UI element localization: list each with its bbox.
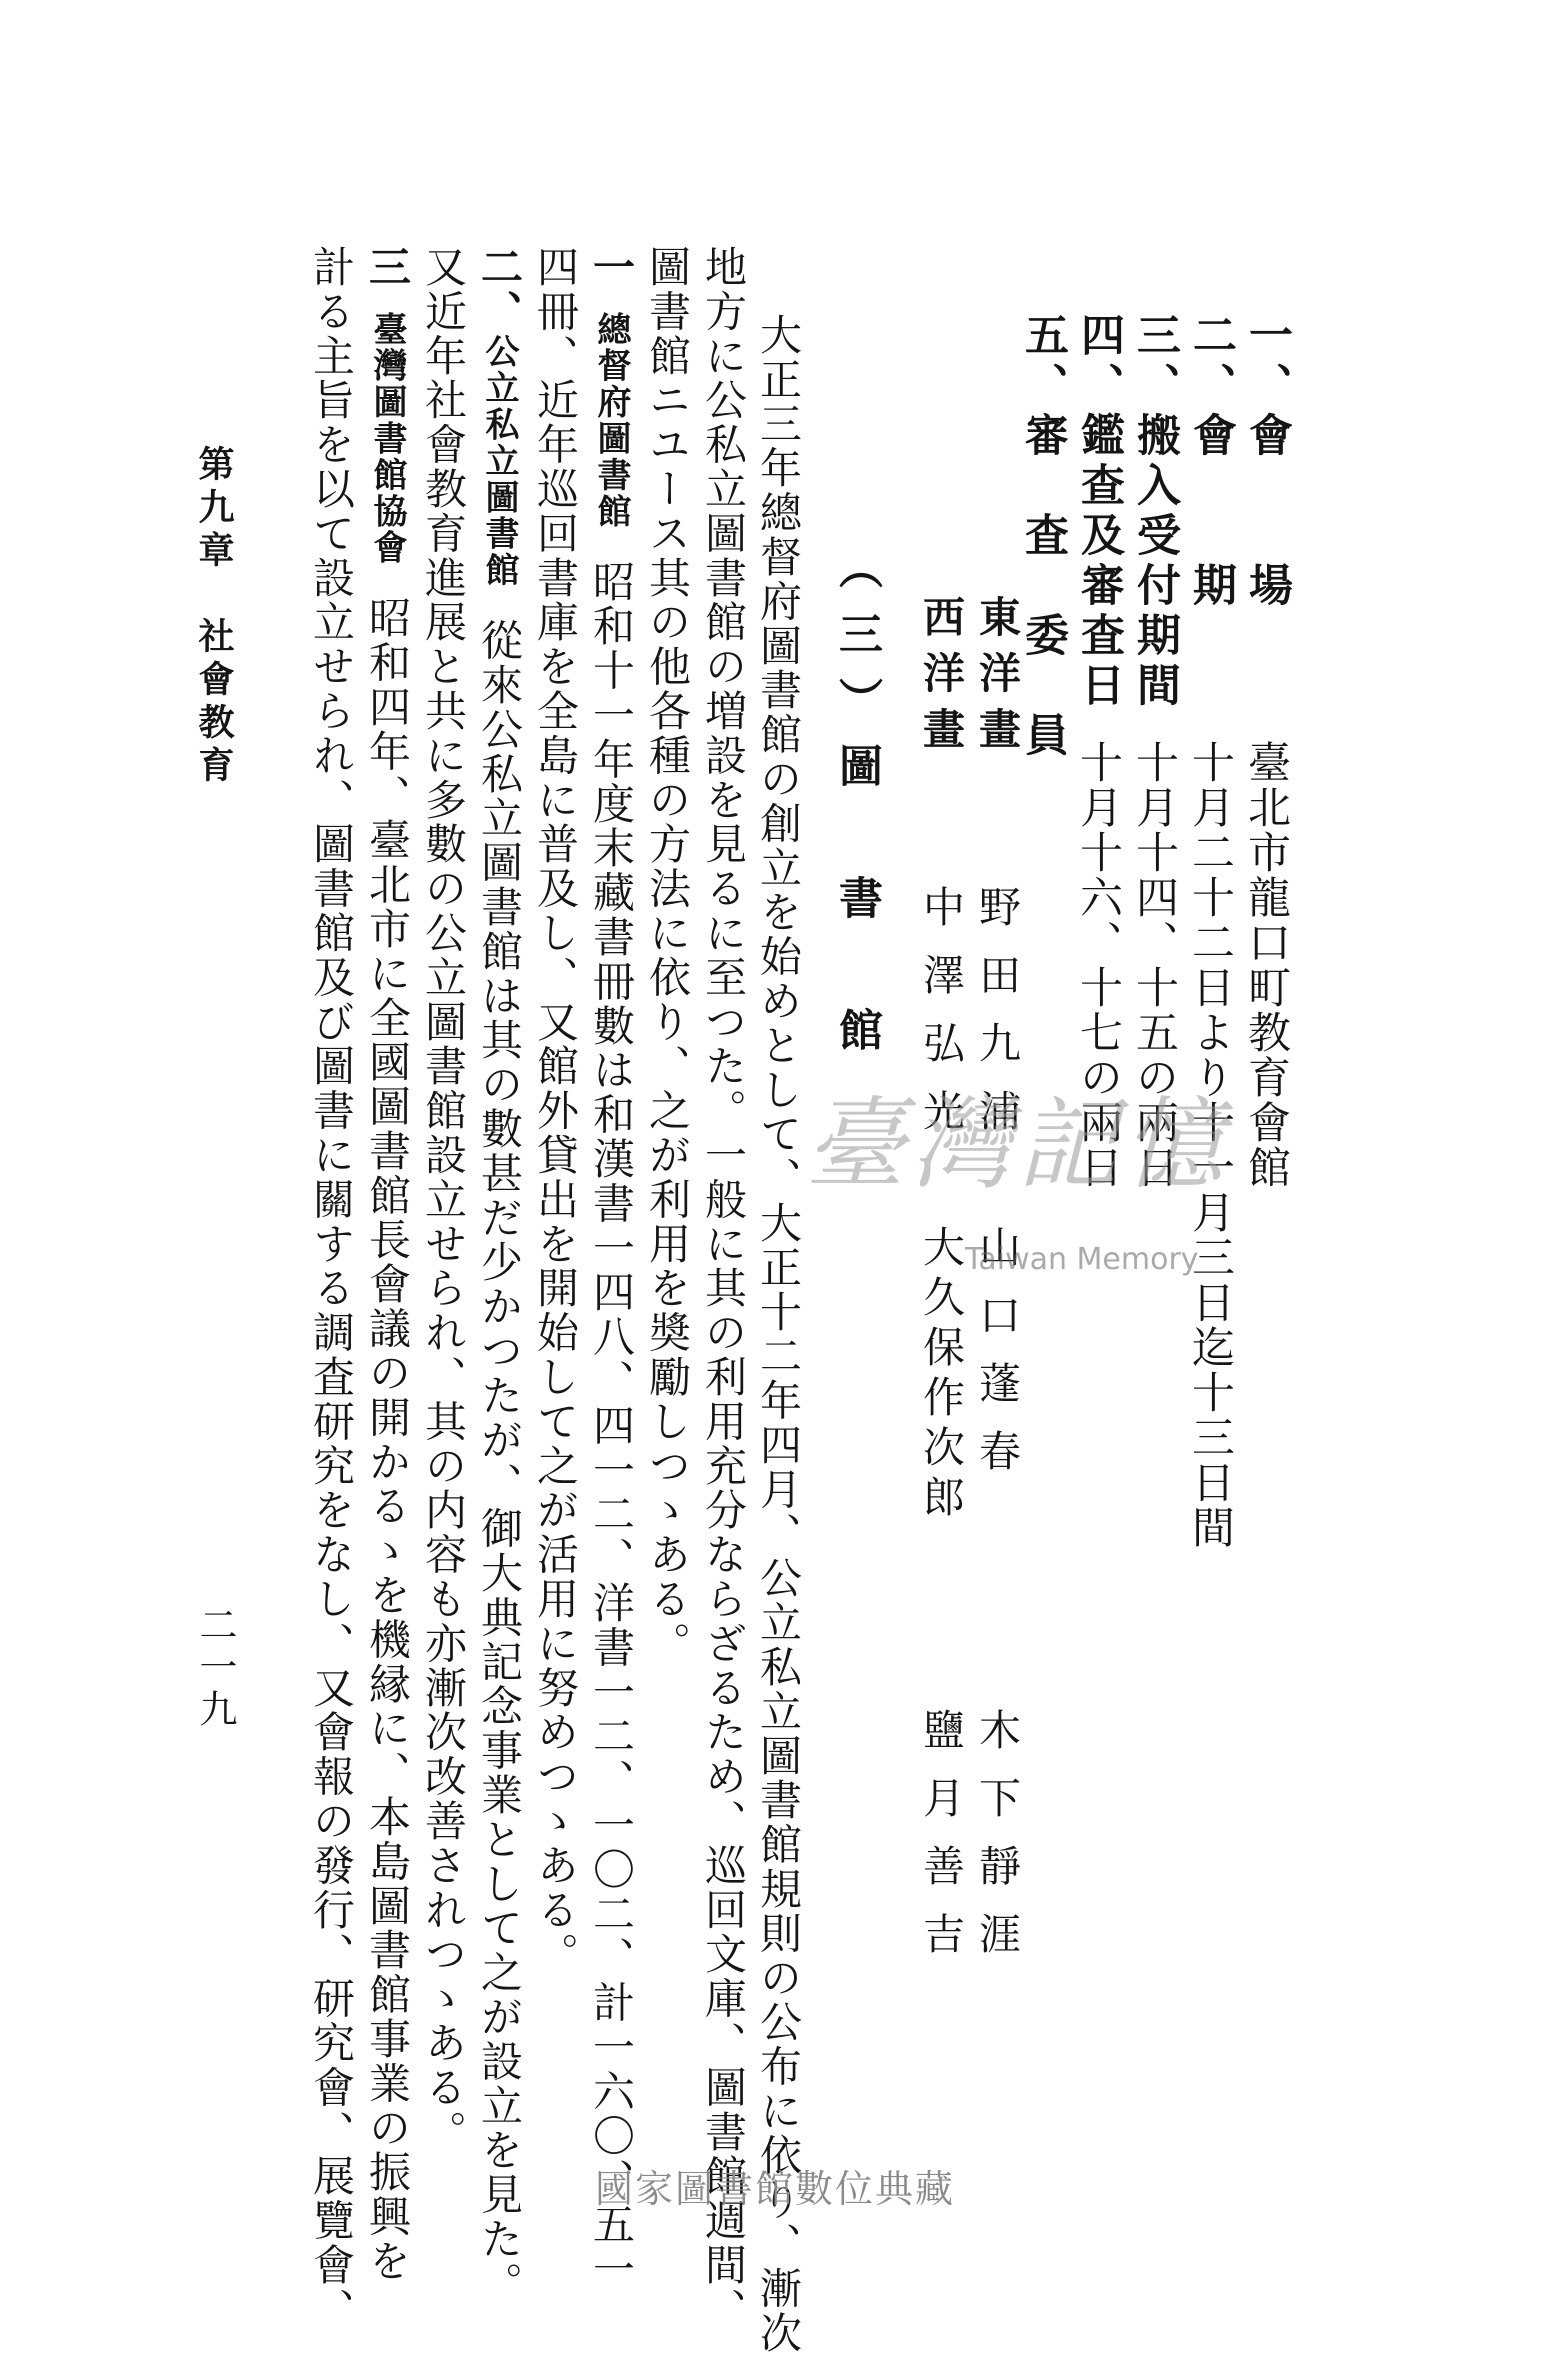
watermark xyxy=(805,1086,1245,1295)
judge-name: 山口蓬春 xyxy=(973,1225,1022,1497)
list-item-label: 會 場 xyxy=(1241,412,1292,612)
list-item-review-value: 十月十六、十七の兩日 xyxy=(1073,740,1123,1190)
paragraph-line: 又近年社會教育進展と共に多數の公立圖書館設立せられ、其の内容も亦漸次改善されつゝある。 xyxy=(419,245,468,2155)
list-item-label: 鑑查及審査日 xyxy=(1073,412,1124,712)
item-number: 二、 xyxy=(475,245,524,334)
item-heading: 臺灣圖書館協會 xyxy=(367,311,407,567)
list-item-venue-value: 臺北市龍口町教育會館 xyxy=(1241,740,1291,1190)
list-item-label: 審 査 委 員 xyxy=(1017,412,1068,762)
list-item-number: 一、 xyxy=(1241,312,1292,412)
judge-name: 木下靜涯 xyxy=(973,1708,1022,1980)
list-item-judges xyxy=(1017,312,1068,762)
list-item-period xyxy=(1185,312,1236,612)
paragraph-line: 四冊、近年巡回書庫を全島に普及し、又館外貸出を開始して之が活用に努めつゝある。 xyxy=(531,245,580,1977)
watermark-logo-text: 臺灣記憶 xyxy=(805,1086,1229,1203)
judge-name: 中澤弘光 xyxy=(917,885,966,1157)
paragraph-line: 圖書館ニユース其の他各種の方法に依り、之が利用を奬勵しつゝある。 xyxy=(643,245,692,1666)
list-item-number: 二、 xyxy=(1185,312,1236,412)
list-item-number: 五、 xyxy=(1017,312,1068,412)
section-heading xyxy=(831,545,882,1073)
list-item-period-value: 十月二十二日より十一月三日迄十三日間 xyxy=(1185,740,1235,1550)
list-item-number: 四、 xyxy=(1073,312,1124,412)
judge-name: 大久保作次郎 xyxy=(917,1225,966,1525)
judge-name: 鹽月善吉 xyxy=(917,1708,966,1980)
list-item-number: 三、 xyxy=(1129,312,1180,412)
section-marker: （三） xyxy=(831,545,882,743)
footer-archive-label: 國家圖書館數位典藏 xyxy=(594,2167,955,2211)
judge-category-western: 西洋畫 xyxy=(917,595,966,763)
judge-name: 野田九浦 xyxy=(973,885,1022,1157)
list-item-venue xyxy=(1241,312,1292,612)
section-title: 圖 書 館 xyxy=(831,743,882,1073)
list-item-intake-value: 十月十四、十五の兩日 xyxy=(1129,740,1179,1190)
paragraph-line: 大正三年總督府圖書館の創立を始めとして、大正十二年四月、公立私立圖書館規則の公布に依り、漸次 xyxy=(754,313,803,2355)
item-number: 一 xyxy=(587,245,636,290)
judge-category-eastern: 東洋畫 xyxy=(973,595,1022,763)
item-heading: 總督府圖書館 xyxy=(591,311,631,530)
item-heading: 公立私立圖書館 xyxy=(479,333,519,589)
paragraph-line: 三臺灣圖書館協會昭和四年、臺北市に全國圖書館長會議の開かるゝを機縁に、本島圖書館事業の振興を xyxy=(363,245,412,2284)
paragraph-line: 地方に公私立圖書館の増設を見るに至つた。一般に其の利用充分ならざるため、巡回文庫、圖書館週間、 xyxy=(699,245,748,2332)
running-head-chapter: 第九章 社會教育 xyxy=(193,445,235,789)
list-item-intake xyxy=(1129,312,1180,712)
watermark-caption: Taiwan Memory xyxy=(965,1242,1199,1277)
page-number: 二一九 xyxy=(193,1605,237,1731)
item-number: 三 xyxy=(363,245,412,290)
paragraph-line: 二、公立私立圖書館從來公私立圖書館は其の數甚だ少かつたが、御大典記念事業として之が設立を見た。 xyxy=(475,245,524,2306)
list-item-label: 會 期 xyxy=(1185,412,1236,612)
list-item-label: 搬入受付期間 xyxy=(1129,412,1180,712)
paragraph-line: 計る主旨を以て設立せられ、圖書館及び圖書に關する調査研究をなし、又會報の發行、研究會、展覽會、 xyxy=(307,245,356,2332)
list-item-review xyxy=(1073,312,1124,712)
paragraph-line: 一總督府圖書館昭和十一年度末藏書冊數は和漢書一四八、四一二、洋書一二、一〇二、計一六〇、五一 xyxy=(587,245,636,2292)
